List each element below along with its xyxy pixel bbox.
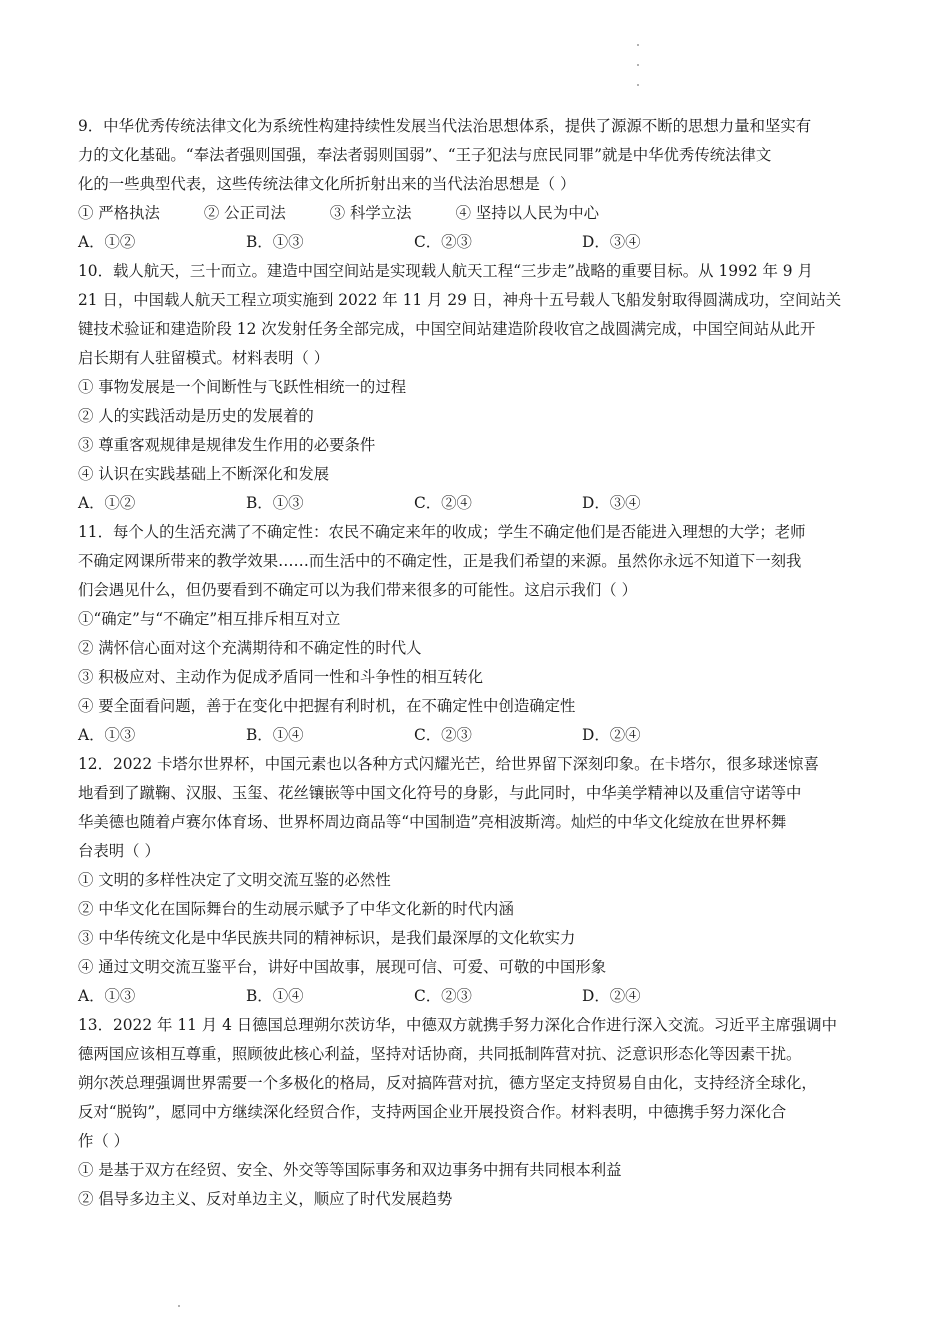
question-stem-line: 地看到了蹴鞠、汉服、玉玺、花丝镶嵌等中国文化符号的身影，与此同时，中华美学精神以及重信守诺等中 — [78, 784, 802, 802]
statement-option: ④ 坚持以人民为中心 — [455, 204, 599, 222]
question-11 — [78, 518, 878, 750]
question-stem-line: 德两国应该相互尊重，照顾彼此核心利益，坚持对话协商，共同抵制阵营对抗、泛意识形态化等因素干扰。 — [78, 1045, 802, 1063]
question-stem-line: 11．每个人的生活充满了不确定性：农民不确定来年的收成；学生不确定他们是否能进入理想的大学；老师 — [78, 523, 806, 541]
statement-option: ② 满怀信心面对这个充满期待和不确定性的时代人 — [78, 639, 422, 657]
answer-choices — [78, 228, 878, 257]
statement-option: ② 中华文化在国际舞台的生动展示赋予了中华文化新的时代内涵 — [78, 900, 514, 918]
answer-choice-b[interactable]: B．①③ — [246, 494, 304, 512]
answer-choice-b[interactable]: B．①③ — [246, 233, 304, 251]
statement-option: ③ 科学立法 — [329, 204, 412, 222]
answer-choice-a[interactable]: A．①② — [78, 233, 136, 251]
statement-option: ② 公正司法 — [203, 204, 286, 222]
question-stem-line: 键技术验证和建造阶段 12 次发射任务全部完成，中国空间站建造阶段收官之战圆满完成，中国空间站从此开 — [78, 320, 816, 338]
question-stem-line: 13．2022 年 11 月 4 日德国总理朔尔茨访华，中德双方就携手努力深化合作进行深入交流。习近平主席强调中 — [78, 1016, 837, 1034]
answer-choice-a[interactable]: A．①③ — [78, 987, 136, 1005]
statement-option: ① 是基于双方在经贸、安全、外交等等国际事务和双边事务中拥有共同根本利益 — [78, 1161, 622, 1179]
answer-choice-d[interactable]: D．③④ — [582, 494, 641, 512]
question-stem-line: 9．中华优秀传统法律文化为系统性构建持续性发展当代法治思想体系，提供了源源不断的思想力量和坚实有 — [78, 117, 812, 135]
statement-options — [78, 199, 878, 228]
answer-choices — [78, 982, 878, 1011]
question-stem-line: 21 日，中国载人航天工程立项实施到 2022 年 11 月 29 日，神舟十五号载人飞船发射取得圆满成功，空间站关 — [78, 291, 842, 309]
statement-option: ④ 通过文明交流互鉴平台，讲好中国故事，展现可信、可爱、可敬的中国形象 — [78, 958, 607, 976]
answer-choice-a[interactable]: A．①③ — [78, 726, 136, 744]
answer-choice-b[interactable]: B．①④ — [246, 987, 304, 1005]
answer-choice-c[interactable]: C．②③ — [414, 233, 472, 251]
answer-choice-a[interactable]: A．①② — [78, 494, 136, 512]
question-stem-line: 化的一些典型代表，这些传统法律文化所折射出来的当代法治思想是（ ） — [78, 175, 576, 193]
answer-choices — [78, 721, 878, 750]
question-stem-line: 10．载人航天，三十而立。建造中国空间站是实现载人航天工程“三步走”战略的重要目标。从 1992 年 9 月 — [78, 262, 813, 280]
question-stem-line: 力的文化基础。“奉法者强则国强，奉法者弱则国弱”、“王子犯法与庶民同罪”就是中华优秀传统法律文 — [78, 146, 772, 164]
statement-option: ①“确定”与“不确定”相互排斥相互对立 — [78, 610, 341, 628]
statement-option: ① 事物发展是一个间断性与飞跃性相统一的过程 — [78, 378, 407, 396]
statement-option: ① 严格执法 — [78, 204, 160, 222]
statement-option: ③ 中华传统文化是中华民族共同的精神标识，是我们最深厚的文化软实力 — [78, 929, 576, 947]
statement-option: ③ 尊重客观规律是规律发生作用的必要条件 — [78, 436, 376, 454]
answer-choice-d[interactable]: D．③④ — [582, 233, 641, 251]
statement-option: ④ 要全面看问题，善于在变化中把握有利时机，在不确定性中创造确定性 — [78, 697, 576, 715]
answer-choices — [78, 489, 878, 518]
page-mark-dot — [637, 64, 639, 66]
question-13 — [78, 1011, 878, 1214]
answer-choice-c[interactable]: C．②③ — [414, 987, 472, 1005]
statement-option: ② 倡导多边主义、反对单边主义，顺应了时代发展趋势 — [78, 1190, 453, 1208]
answer-choice-b[interactable]: B．①④ — [246, 726, 304, 744]
statement-option: ③ 积极应对、主动作为促成矛盾同一性和斗争性的相互转化 — [78, 668, 484, 686]
question-list — [78, 112, 878, 1214]
answer-choice-d[interactable]: D．②④ — [582, 987, 641, 1005]
answer-choice-d[interactable]: D．②④ — [582, 726, 641, 744]
page-mark-dot — [637, 44, 639, 46]
page-mark-dot — [178, 1305, 180, 1307]
question-stem-line: 反对“脱钩”，愿同中方继续深化经贸合作，支持两国企业开展投资合作。材料表明，中德携手努力深化合 — [78, 1103, 787, 1121]
question-10 — [78, 257, 878, 518]
statement-option: ② 人的实践活动是历史的发展着的 — [78, 407, 314, 425]
question-stem-line: 不确定网课所带来的教学效果……而生活中的不确定性，正是我们希望的来源。虽然你永远不知道下一刻我 — [78, 552, 802, 570]
question-stem-line: 启长期有人驻留模式。材料表明（ ） — [78, 349, 330, 367]
question-12 — [78, 750, 878, 1011]
statement-option: ④ 认识在实践基础上不断深化和发展 — [78, 465, 330, 483]
question-stem-line: 12．2022 卡塔尔世界杯，中国元素也以各种方式闪耀光芒，给世界留下深刻印象。在卡塔尔，很多球迷惊喜 — [78, 755, 819, 773]
statement-option: ① 文明的多样性决定了文明交流互鉴的必然性 — [78, 871, 391, 889]
answer-choice-c[interactable]: C．②③ — [414, 726, 472, 744]
question-stem-line: 作（ ） — [78, 1132, 130, 1150]
question-stem-line: 台表明（ ） — [78, 842, 160, 860]
question-stem-line: 们会遇见什么，但仍要看到不确定可以为我们带来很多的可能性。这启示我们（ ） — [78, 581, 637, 599]
page-mark-dot — [637, 84, 639, 86]
question-stem-line: 华美德也随着卢赛尔体育场、世界杯周边商品等“中国制造”亮相波斯湾。灿烂的中华文化绽放在世界杯舞 — [78, 813, 787, 831]
question-9 — [78, 112, 878, 257]
answer-choice-c[interactable]: C．②④ — [414, 494, 472, 512]
question-stem-line: 朔尔茨总理强调世界需要一个多极化的格局，反对搞阵营对抗，德方坚定支持贸易自由化，支持经济全球化， — [78, 1074, 817, 1092]
